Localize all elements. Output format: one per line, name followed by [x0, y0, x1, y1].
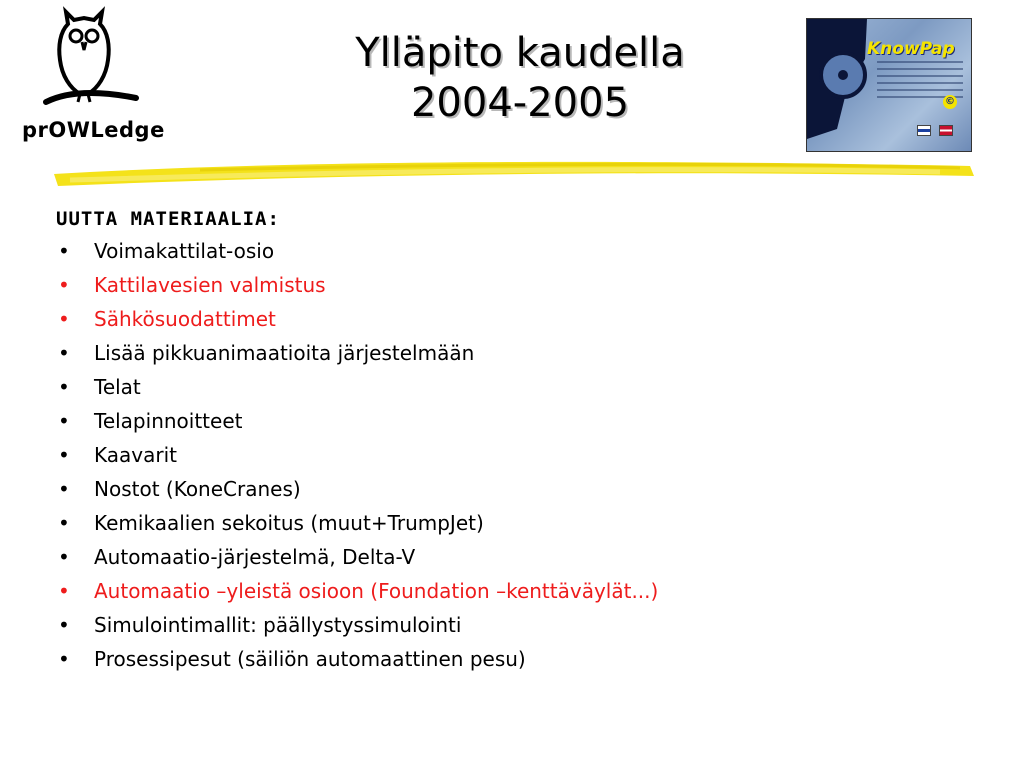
list-item-text: Automaatio –yleistä osioon (Foundation –kenttäväylät...)	[94, 579, 659, 603]
list-item-text: Lisää pikkuanimaatioita järjestelmään	[94, 341, 475, 365]
list-item	[56, 336, 956, 370]
slide-body	[56, 204, 956, 676]
knowpap-badge	[806, 18, 972, 152]
list-item	[56, 642, 956, 676]
logo-text: prOWLedge	[22, 118, 165, 142]
list-item-text: Automaatio-järjestelmä, Delta-V	[94, 545, 416, 569]
english-flag-icon	[939, 125, 953, 136]
list-item-text: Simulointimallit: päällystyssimulointi	[94, 613, 462, 637]
bullet-icon: •	[58, 613, 70, 637]
bullet-icon: •	[58, 375, 70, 399]
badge-title: KnowPap	[867, 39, 955, 59]
list-item	[56, 506, 956, 540]
list-item	[56, 404, 956, 438]
bullet-icon: •	[58, 477, 70, 501]
language-flags	[917, 121, 956, 140]
bullet-icon: •	[58, 273, 70, 297]
list-item-text: Kemikaalien sekoitus (muut+TrumpJet)	[94, 511, 484, 535]
title-line-1: Ylläpito kaudella	[355, 30, 685, 76]
section-heading: UUTTA MATERIAALIA:	[56, 208, 280, 230]
bullet-icon: •	[58, 341, 70, 365]
list-item-text: Sähkösuodattimet	[94, 307, 276, 331]
copyright-icon: ©	[945, 96, 955, 107]
bullet-icon: •	[58, 647, 70, 671]
list-item	[56, 472, 956, 506]
list-item-text: Kattilavesien valmistus	[94, 273, 326, 297]
owl-icon	[36, 6, 146, 118]
finnish-flag-icon	[917, 125, 931, 136]
list-item	[56, 540, 956, 574]
list-item	[56, 438, 956, 472]
list-item-text: Nostot (KoneCranes)	[94, 477, 301, 501]
list-item-text: Voimakattilat-osio	[94, 239, 275, 263]
title-underline-stroke	[40, 152, 980, 192]
list-item	[56, 370, 956, 404]
bullet-icon: •	[58, 545, 70, 569]
bullet-icon: •	[58, 239, 70, 263]
bullet-icon: •	[58, 511, 70, 535]
bullet-icon: •	[58, 443, 70, 467]
list-item	[56, 608, 956, 642]
page-title	[240, 28, 800, 128]
list-item-text: Telat	[94, 375, 141, 399]
title-line-2: 2004-2005	[410, 80, 630, 126]
prowledge-logo	[22, 6, 165, 146]
bullet-list	[56, 234, 956, 676]
list-item	[56, 268, 956, 302]
list-item-text: Prosessipesut (säiliön automaattinen pesu)	[94, 647, 526, 671]
bullet-icon: •	[58, 409, 70, 433]
list-item-text: Telapinnoitteet	[94, 409, 243, 433]
list-item	[56, 574, 956, 608]
list-item	[56, 302, 956, 336]
bullet-icon: •	[58, 579, 70, 603]
list-item-text: Kaavarit	[94, 443, 177, 467]
list-item	[56, 234, 956, 268]
bullet-icon: •	[58, 307, 70, 331]
